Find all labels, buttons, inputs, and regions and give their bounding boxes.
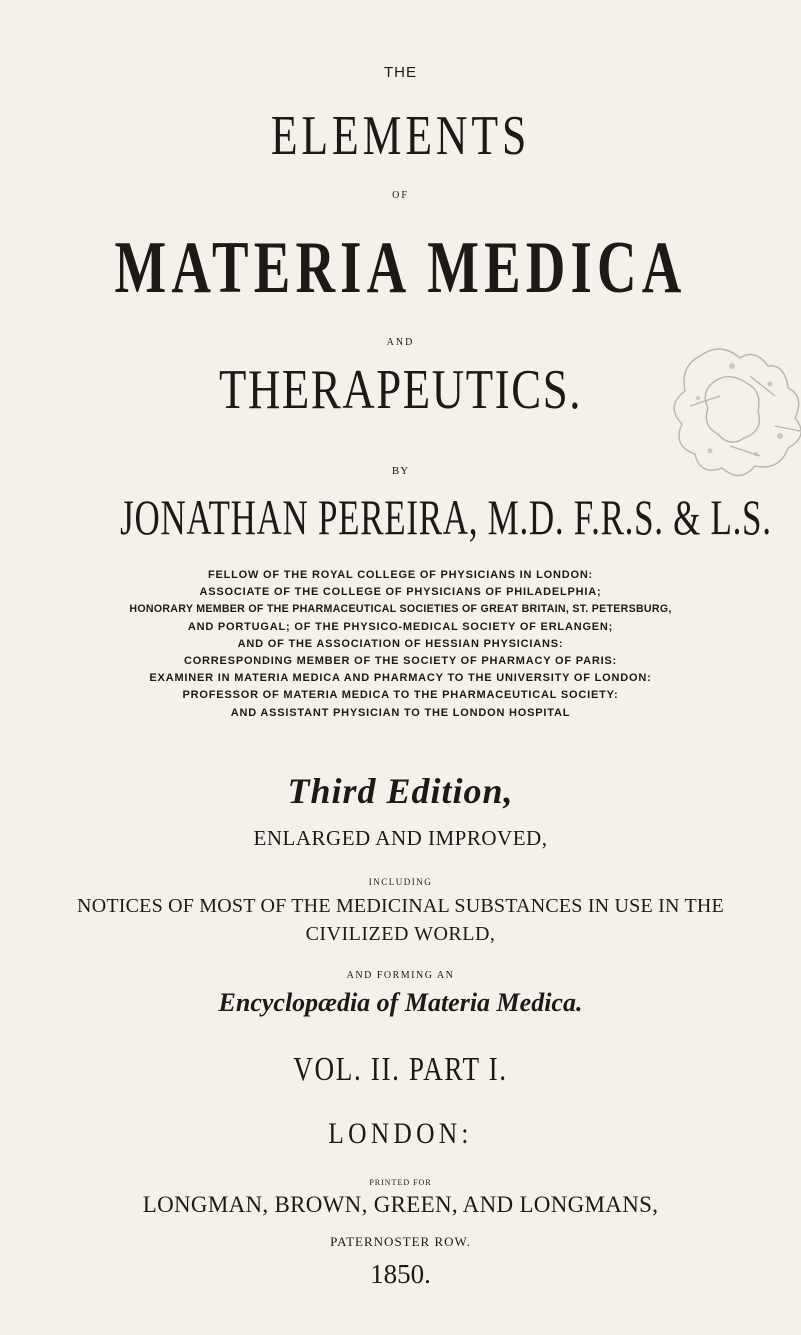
imprint-printed-for: PRINTED FOR [369,1178,432,1187]
by-label: BY [391,465,410,477]
notices-line-2: CIVILIZED WORLD, [305,923,496,945]
qualification-line: ASSOCIATE OF THE COLLEGE OF PHYSICIANS OF PHILADELPHIA; [199,586,602,599]
author-name: JONATHAN PEREIRA, M.D. F.R.S. & L.S. [120,489,772,545]
volume-label: VOL. II. PART I. [293,1051,508,1088]
qualification-line: AND PORTUGAL; OF THE PHYSICO-MEDICAL SOCIETY OF ERLANGEN; [187,620,614,633]
qualification-line: AND OF THE ASSOCIATION OF HESSIAN PHYSICIANS: [237,637,564,650]
qualification-line: PROFESSOR OF MATERIA MEDICA TO THE PHARMACEUTICAL SOCIETY: [182,689,619,702]
title-materia-medica: MATERIA MEDICA [114,227,687,309]
qualification-line: HONORARY MEMBER OF THE PHARMACEUTICAL SOCIETIES OF GREAT BRITAIN, ST. PETERSBURG, [129,603,672,616]
qualification-line: FELLOW OF THE ROYAL COLLEGE OF PHYSICIANS IN LONDON: [207,569,594,581]
imprint-publisher: LONGMAN, BROWN, GREEN, AND LONGMANS, [142,1192,659,1217]
imprint-year: 1850. [370,1259,431,1289]
including-label: INCLUDING [368,877,433,887]
edition-label: Third Edition, [287,771,514,811]
title-and: AND [386,337,415,348]
imprint-address: PATERNOSTER ROW. [330,1234,471,1249]
forming-label: AND FORMING AN [346,970,455,981]
title-the: THE [384,64,417,81]
title-of: OF [392,190,409,201]
notices-line-1: NOTICES OF MOST OF THE MEDICINAL SUBSTANCES IN USE IN THE [77,895,724,917]
author-qualifications [0,567,801,722]
title-elements: ELEMENTS [270,105,531,167]
library-stamp-icon [660,336,801,486]
qualification-line: AND ASSISTANT PHYSICIAN TO THE LONDON HOSPITAL [230,706,571,719]
imprint-city: LONDON: [328,1117,473,1150]
enlarged-label: ENLARGED AND IMPROVED, [253,826,548,850]
qualification-line: CORRESPONDING MEMBER OF THE SOCIETY OF PHARMACY OF PARIS: [183,655,618,668]
qualification-line: EXAMINER IN MATERIA MEDICA AND PHARMACY TO THE UNIVERSITY OF LONDON: [149,672,652,685]
title-therapeutics: THERAPEUTICS. [218,359,583,421]
encyclopaedia-label: Encyclopædia of Materia Medica. [218,988,583,1017]
